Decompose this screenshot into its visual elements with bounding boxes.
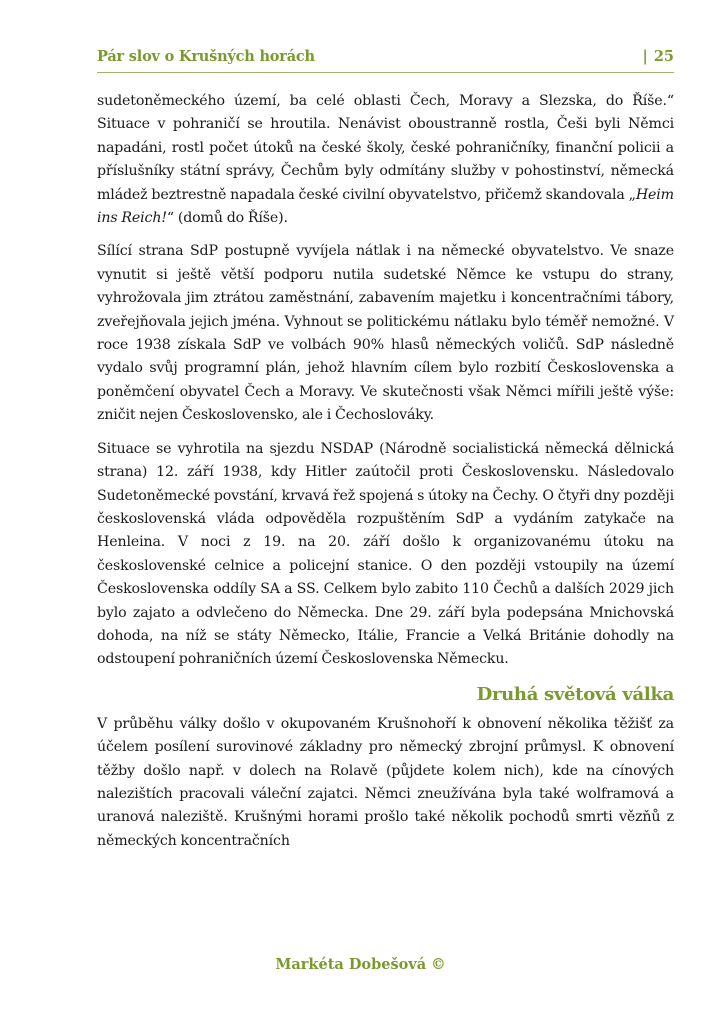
- header-rule: [97, 72, 674, 73]
- paragraph-1-text-a: sudetoněmeckého území, ba celé oblasti Čech, Moravy a Slezska, do Říše.“ Situace v pohraničí se hroutila. Nenávist oboustranně rostla, Češi byli Němci napadáni, rostl počet útoků na české školy, české pohraničníky, finanční policii a příslušníky státní správy, Čechům byly odmítány služby v pohostinství, německá mládež beztrestně napadala české civilní obyvatelstvo, přičemž skandovala „: [97, 93, 674, 203]
- page-number-block: [643, 48, 674, 65]
- section-heading: Druhá světová válka: [476, 683, 674, 705]
- body-text: [97, 90, 674, 863]
- book-title: Pár slov o Krušných horách: [97, 48, 315, 65]
- paragraph-3: Situace se vyhrotila na sjezdu NSDAP (Národně socialistická německá dělnická strana) 12. září 1938, kdy Hitler zaútočil proti Československu. Následovalo Sudetoněmecké povstání, krvavá řež spojená s útoky na Čechy. O čtyři dny později československá vláda odpověděla rozpuštěním SdP a vydáním zatykače na Henleina. V noci z 19. na 20. září došlo k organizovanému útoku na československé celnice a policejní stanice. O den později vstoupily na území Československa oddíly SA a SS. Celkem bylo zabito 110 Čechů a dalších 2029 jich bylo zajato a odvlečeno do Německa. Dne 29. září byla podepsána Mnichovská dohoda, na níž se státy Německo, Itálie, Francie a Velká Británie dohodly na odstoupení pohraničních území Československa Německu.: [97, 440, 674, 668]
- paragraph-1-italic-quote: Heim ins Reich!: [97, 186, 674, 227]
- paragraph-1-text-b: “ (domů do Říše).: [166, 210, 288, 227]
- paragraph-1: [97, 90, 674, 230]
- footer-author: Markéta Dobešová ©: [275, 956, 446, 973]
- header-separator: |: [642, 48, 648, 65]
- paragraph-2: Sílící strana SdP postupně vyvíjela nátlak i na německé obyvatelstvo. Ve snaze vynutit si ještě větší podporu nutila sudetské Němce ke vstupu do strany, vyhrožovala jim ztrátou zaměstnání, zabavením majetku i koncentračními tábory, zveřejňovala jejich jména. Vyhnout se politickému nátlaku bylo téměř nemožné. V roce 1938 získala SdP ve volbách 90% hlasů německých voličů. SdP následně vydalo svůj programní plán, jehož hlavním cílem bylo rozbití Československa a poněmčení obyvatel Čech a Moravy. Ve skutečnosti však Němci mířili ještě výše: zničit nejen Československo, ale i Čechoslováky.: [97, 243, 674, 424]
- paragraph-4: V průběhu války došlo v okupovaném Krušnohoří k obnovení několika těžišť za účelem posílení surovinové základny pro německý zbrojní průmysl. K obnovení těžby došlo např. v dolech na Rolavě (půjdete kolem nich), kde na cínových nalezištích pracovali váleční zajatci. Němci zneužívána byla také wolframová a uranová naleziště. Krušnými horami prošlo také několik pochodů smrti vězňů z německých koncentračních: [97, 715, 674, 849]
- page-number: 25: [653, 48, 674, 65]
